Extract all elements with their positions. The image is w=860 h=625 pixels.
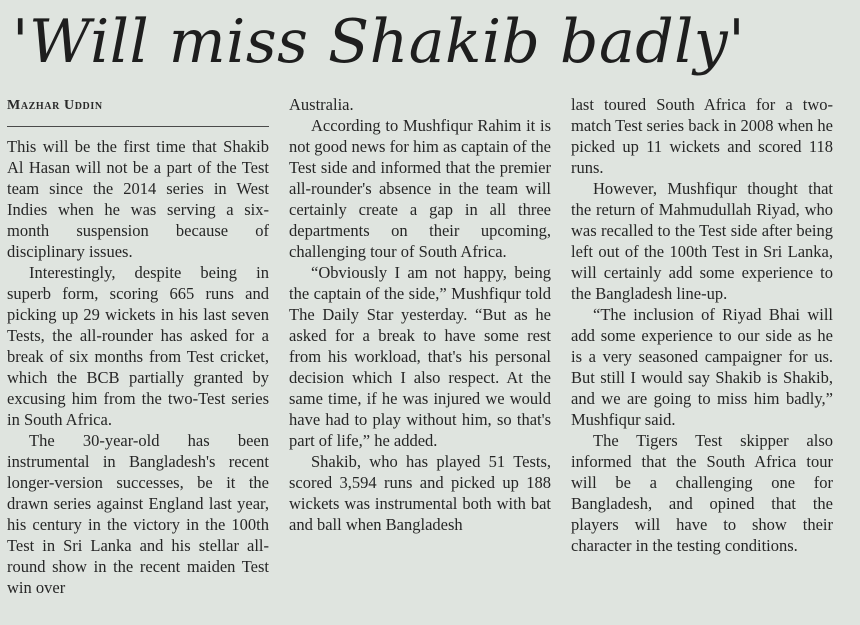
paragraph: According to Mushfiqur Rahim it is not good news for him as captain of the Test side and informed that the premier all-rounder's absence in the team will certainly create a gap in all three departments on their upcoming, challenging tour of South Africa. <box>289 116 551 261</box>
article-column-2 <box>289 94 551 535</box>
paragraph: “Obviously I am not happy, being the captain of the side,” Mushfiqur told The Daily Star yesterday. “But as he asked for a break to have some rest from his workload, that's his personal decision which I also respect. At the same time, if he was injured we would have had to play without him, so that's part of life,” he added. <box>289 263 551 450</box>
paragraph: This will be the first time that Shakib Al Hasan will not be a part of the Test team since the 2014 series in West Indies when he was serving a six-month suspension because of disciplinary issues. <box>7 137 269 261</box>
paragraph: However, Mushfiqur thought that the return of Mahmudullah Riyad, who was recalled to the Test side after being left out of the 100th Test in Sri Lanka, will certainly add some experience to the Bangladesh line-up. <box>571 179 833 303</box>
article-headline: 'Will miss Shakib badly' <box>12 7 746 77</box>
article-column-3 <box>571 94 833 556</box>
paragraph: Interestingly, despite being in superb form, scoring 665 runs and picking up 29 wickets in his last seven Tests, the all-rounder has asked for a break of six months from Test cricket, which the BCB partially granted by excusing him from the two-Test series in South Africa. <box>7 263 269 429</box>
article-byline: Mazhar Uddin <box>7 98 103 113</box>
paragraph: last toured South Africa for a two-match Test series back in 2008 when he picked up 11 wickets and scored 118 runs. <box>571 95 834 177</box>
paragraph: The Tigers Test skipper also informed that the South Africa tour will be a challenging one for Bangladesh, and opined that the players will have to show their character in the testing conditions. <box>571 431 833 555</box>
paragraph: Australia. <box>289 95 354 114</box>
article-column-1 <box>7 136 269 598</box>
paragraph: Shakib, who has played 51 Tests, scored 3,594 runs and picked up 188 wickets was instrumental both with bat and ball when Bangladesh <box>289 452 551 534</box>
paragraph: “The inclusion of Riyad Bhai will add some experience to our side as he is a very seasoned campaigner for us. But still I would say Shakib is Shakib, and we are going to miss him badly,” Mushfiqur said. <box>571 305 833 429</box>
byline-divider <box>7 126 269 127</box>
paragraph: The 30-year-old has been instrumental in Bangladesh's recent longer-version successes, be it the drawn series against England last year, his century in the victory in the 100th Test in Sri Lanka and his stellar all-round show in the recent maiden Test win over <box>7 431 269 597</box>
